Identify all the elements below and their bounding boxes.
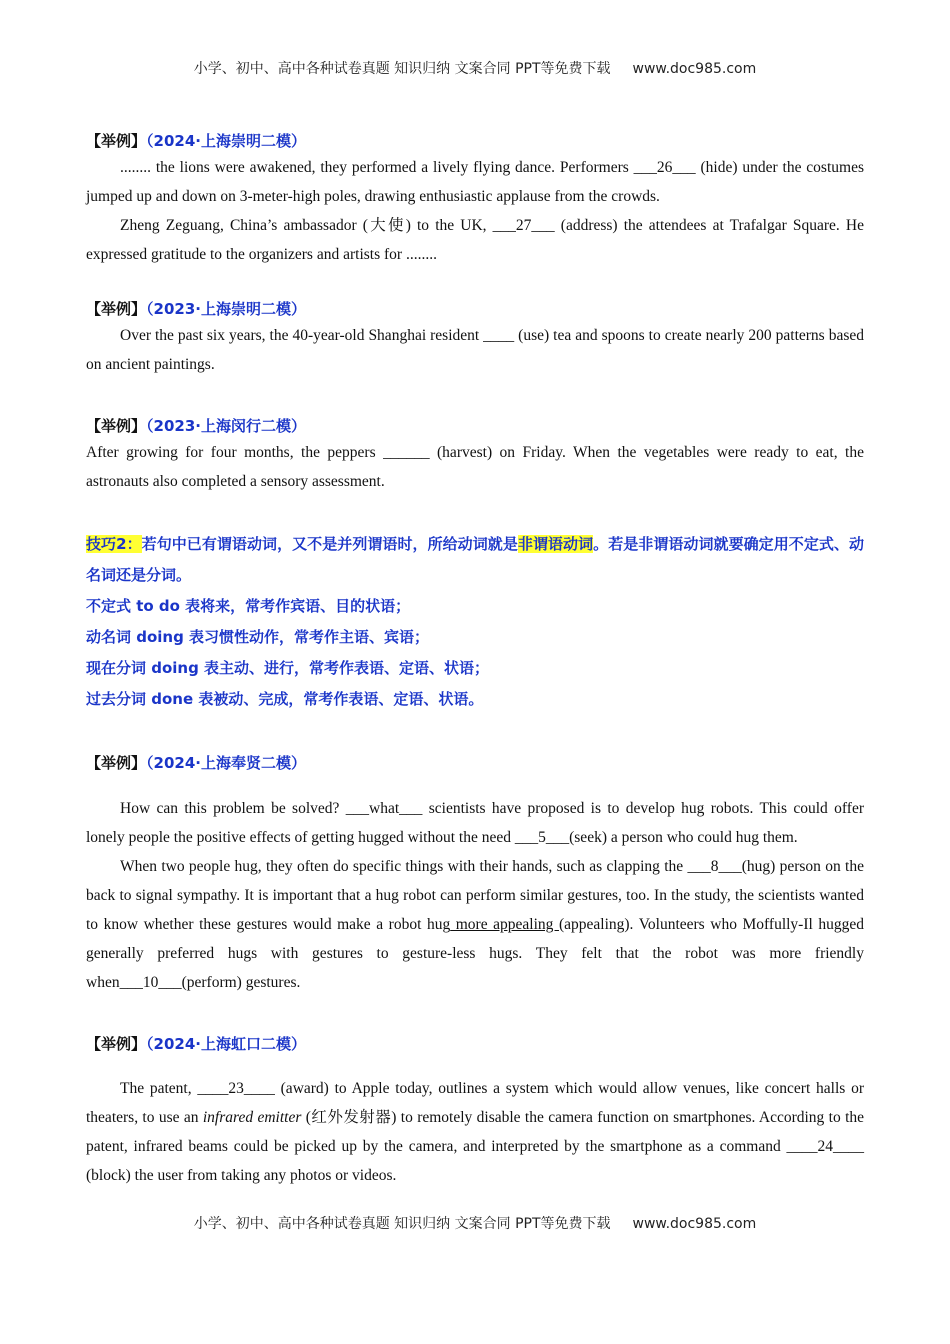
paragraph-text: (appealing). Volunteers who Moffully-Il hugged generally preferred hugs with gestures to gesture-less hugs. They felt that the robot was more friendly when___10___(perform) gestures.: [86, 916, 864, 991]
tip-label: 技巧2：: [86, 535, 142, 553]
example-paragraph: [86, 1074, 864, 1190]
example-paragraph: After growing for four months, the peppers ______ (harvest) on Friday. When the vegetables were ready to eat, the astronauts also completed a sensory assessment.: [86, 444, 864, 490]
page-footer: [0, 1213, 950, 1233]
tip-text-a: 若句中已有谓语动词，又不是并列谓语时，所给动词就是: [141, 535, 518, 553]
example-paragraph: Zheng Zeguang, China’s ambassador (大使) to the UK, ___27___ (address) the attendees at Trafalgar Square. He expressed gratitude to the organizers and artists for ........: [86, 217, 864, 263]
tip-2: [86, 529, 864, 715]
example-label: 【举例】: [86, 132, 147, 150]
example-heading: [86, 415, 864, 436]
example-label: 【举例】: [86, 1035, 147, 1053]
example-source: （2023·上海闵行二模）: [146, 417, 306, 435]
example-heading: [86, 298, 864, 319]
paragraph-text: The patent, ____23____ (award) to Apple today, outlines a system which would allow venues, like concert halls or theaters, to use an: [86, 1080, 864, 1126]
tip-highlight: 非谓语动词: [517, 535, 594, 553]
tip-line: 现在分词 doing 表主动、进行，常考作表语、定语、状语；: [86, 659, 490, 677]
header-url[interactable]: www.doc985.com: [632, 61, 757, 77]
example-source: （2024·上海崇明二模）: [146, 132, 306, 150]
example-source: （2024·上海虹口二模）: [146, 1035, 306, 1053]
example-3: [86, 415, 864, 496]
filled-answer: more appealing: [450, 916, 559, 933]
example-label: 【举例】: [86, 754, 147, 772]
example-heading: [86, 130, 864, 151]
footer-url[interactable]: www.doc985.com: [632, 1216, 757, 1232]
header-text: 小学、初中、高中各种试卷真题 知识归纳 文案合同 PPT等免费下载: [193, 61, 611, 77]
footer-text: 小学、初中、高中各种试卷真题 知识归纳 文案合同 PPT等免费下载: [193, 1216, 611, 1232]
tip-line: 不定式 to do 表将来，常考作宾语、目的状语；: [86, 597, 411, 615]
example-label: 【举例】: [86, 300, 147, 318]
example-2: [86, 298, 864, 379]
paragraph-text: (红外发射器) to remotely disable the camera function on smartphones. According to the patent, infrared beams could be picked up by the camera, and interpreted by the smartphone as a command ____24____ (block) the user from taking any photos or videos.: [86, 1109, 865, 1184]
example-paragraph: [86, 852, 864, 997]
paragraph-italic: infrared emitter: [202, 1109, 302, 1126]
example-heading: [86, 1033, 864, 1054]
tip-intro: [86, 529, 864, 591]
example-label: 【举例】: [86, 417, 147, 435]
example-paragraph: Over the past six years, the 40-year-old Shanghai resident ____ (use) tea and spoons to create nearly 200 patterns based on ancient paintings.: [86, 327, 864, 373]
page-header: [0, 58, 950, 78]
example-paragraph: ........ the lions were awakened, they performed a lively flying dance. Performers ___26___ (hide) under the costumes jumped up and down on 3-meter-high poles, drawing enthusiastic applause from the crowds.: [86, 159, 864, 205]
example-paragraph: How can this problem be solved? ___what___ scientists have proposed is to develop hug robots. This could offer lonely people the positive effects of getting hugged without the need ___5___(seek) a person who could hug them.: [86, 800, 864, 846]
example-1: [86, 130, 864, 269]
example-5: [86, 1033, 864, 1190]
tip-line: 动名词 doing 表习惯性动作，常考作主语、宾语；: [86, 628, 430, 646]
paragraph-text: When two people hug, they often do specific things with their hands, such as clapping the ___8___(hug) person on the back to signal sympathy. It is important that a hug robot can perform similar gestures, too. In the study, the scientists wanted to know whether these gestures would make a robot hug: [86, 858, 864, 933]
example-source: （2023·上海崇明二模）: [146, 300, 306, 318]
tip-text-b: 。若是非谓语动词就要确定用不定式、动名词还是分词。: [86, 535, 864, 584]
example-4: [86, 752, 864, 997]
example-heading: [86, 752, 864, 773]
tip-line: 过去分词 done 表被动、完成，常考作表语、定语、状语。: [86, 690, 484, 708]
example-source: （2024·上海奉贤二模）: [146, 754, 306, 772]
